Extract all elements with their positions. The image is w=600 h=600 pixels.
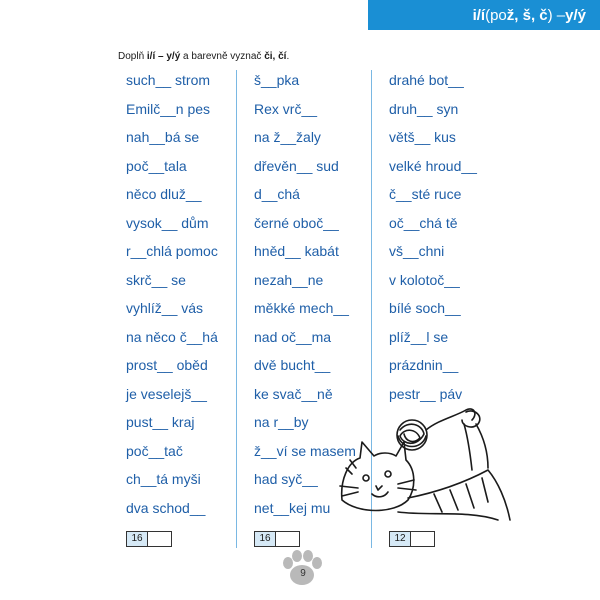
- instruction-suffix: .: [286, 51, 290, 62]
- exercise-word: černé oboč__: [254, 214, 339, 231]
- header-tail: y/ý: [565, 6, 586, 24]
- exercise-word: drahé bot__: [389, 72, 464, 88]
- exercise-word: druh__ syn: [389, 100, 459, 117]
- exercise-word: pust__ kraj: [126, 414, 195, 430]
- exercise-word: vš__chni: [389, 243, 445, 259]
- exercise-word: vysok__ dům: [126, 214, 209, 231]
- instruction-bold-2: či, čí: [264, 51, 287, 62]
- exercise-word: dva schod__: [126, 499, 206, 516]
- exercise-word: š__pka: [254, 72, 300, 88]
- score-total: 12: [390, 532, 411, 546]
- word-column-3: [389, 68, 477, 410]
- score-answer-field[interactable]: [148, 532, 171, 546]
- exercise-word: Emilč__n pes: [126, 100, 211, 117]
- exercise-word: na r__by: [254, 414, 309, 430]
- exercise-word: prázdnin__: [389, 357, 459, 373]
- exercise-word: such__ strom: [126, 72, 211, 88]
- exercise-word: net__kej mu: [254, 499, 331, 516]
- exercise-word: nad oč__ma: [254, 328, 332, 345]
- exercise-word: něco dluž__: [126, 186, 202, 202]
- exercise-word: poč__tala: [126, 157, 187, 174]
- score-answer-field[interactable]: [276, 532, 299, 546]
- exercise-word: č__sté ruce: [389, 186, 462, 202]
- exercise-word: d__chá: [254, 186, 300, 202]
- exercise-word: prost__ oběd: [126, 357, 208, 373]
- score-box: [126, 531, 172, 547]
- exercise-word: ch__tá myši: [126, 471, 201, 487]
- exercise-word: pestr__ páv: [389, 385, 463, 402]
- header-bar: [368, 0, 600, 30]
- exercise-word: bílé soch__: [389, 300, 461, 316]
- word-column-1: [126, 68, 218, 524]
- page-number: 9: [300, 568, 306, 579]
- score-total: 16: [127, 532, 148, 546]
- instruction-prefix: Doplň: [118, 51, 147, 62]
- exercise-word: velké hroud__: [389, 157, 477, 174]
- instruction-bold-1: i/í – y/ý: [146, 51, 181, 62]
- exercise-word: skrč__ se: [126, 271, 186, 288]
- exercise-word: r__chlá pomoc: [126, 243, 218, 259]
- column-divider: [236, 70, 237, 548]
- exercise-word: had syč__: [254, 471, 318, 487]
- instruction: [118, 51, 289, 62]
- exercise-word: měkké mech__: [254, 300, 349, 316]
- score-total: 16: [255, 532, 276, 546]
- exercise-word: vyhlíž__ vás: [126, 300, 204, 316]
- score-answer-field[interactable]: [411, 532, 434, 546]
- exercise-word: ke svač__ně: [254, 385, 333, 402]
- instruction-middle: a barevně vyznač: [180, 51, 265, 62]
- score-box: [254, 531, 300, 547]
- header-close: ) –: [547, 6, 566, 24]
- exercise-word: hněd__ kabát: [254, 243, 339, 259]
- exercise-word: dvě bucht__: [254, 357, 331, 373]
- cat-illustration: [338, 390, 518, 540]
- exercise-word: je veselejš__: [126, 385, 207, 402]
- exercise-word: nah__bá se: [126, 129, 200, 145]
- exercise-word: oč__chá tě: [389, 214, 458, 231]
- header-letters: ž, š, č: [506, 6, 548, 24]
- exercise-word: větš__ kus: [389, 129, 456, 145]
- exercise-word: ž__ví se masem: [254, 442, 356, 459]
- header-middle: (po: [485, 6, 507, 24]
- exercise-word: na něco č__há: [126, 328, 218, 345]
- exercise-word: poč__tač: [126, 442, 183, 459]
- exercise-word: na ž__žaly: [254, 129, 321, 145]
- exercise-word: v kolotoč__: [389, 271, 460, 288]
- header-lead: i/í: [472, 6, 486, 24]
- exercise-word: nezah__ne: [254, 271, 324, 288]
- score-box: [389, 531, 435, 547]
- exercise-word: dřevěn__ sud: [254, 157, 339, 174]
- exercise-word: Rex vrč__: [254, 100, 318, 117]
- exercise-word: plíž__l se: [389, 328, 449, 345]
